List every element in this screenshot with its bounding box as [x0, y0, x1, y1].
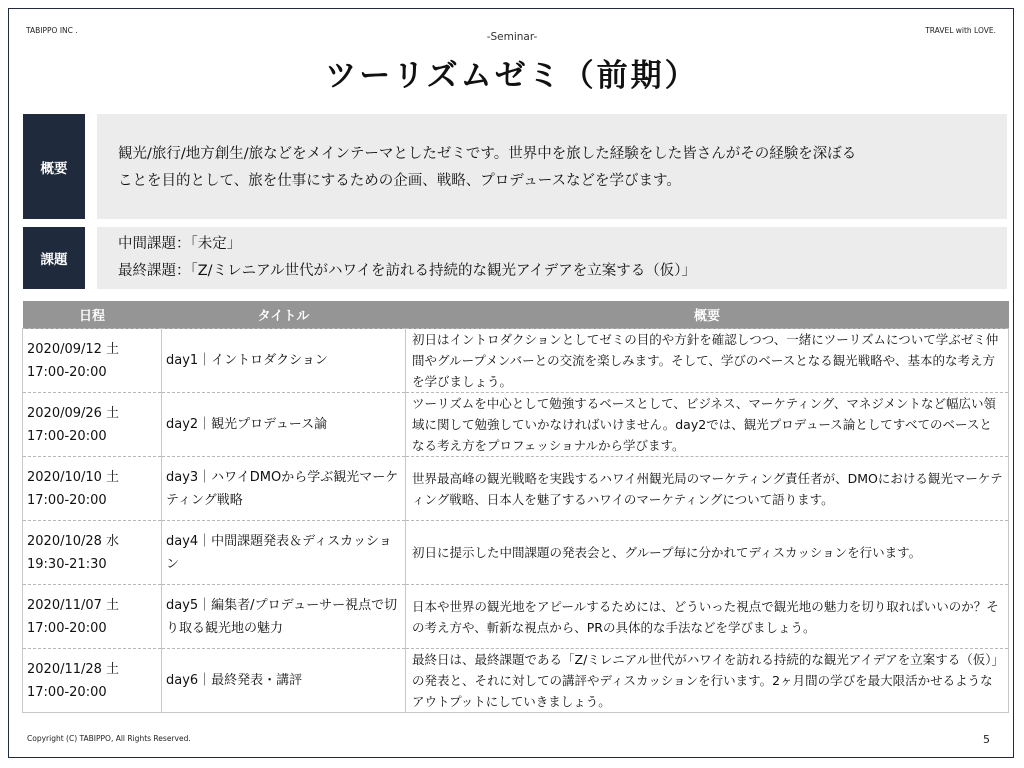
- time: 17:00-20:00: [27, 492, 107, 508]
- session-title: day3｜ハワイDMOから学ぶ観光マーケティング戦略: [162, 457, 406, 521]
- date-cell: [23, 393, 162, 457]
- session-title: day1｜イントロダクション: [162, 329, 406, 393]
- tagline: TRAVEL with LOVE.: [925, 26, 996, 35]
- date: 2020/10/10 土: [27, 469, 120, 485]
- page-number: 5: [983, 733, 990, 746]
- session-title: day2｜観光プロデュース論: [162, 393, 406, 457]
- assignment-line: 中間課題：「未定」: [118, 236, 242, 252]
- table-row: [23, 457, 1009, 521]
- table-row: [23, 393, 1009, 457]
- overview-panel: [97, 114, 1007, 219]
- schedule-table: [22, 301, 1009, 713]
- time: 17:00-20:00: [27, 620, 107, 636]
- session-summary: 最終日は、最終課題である「Z/ミレニアル世代がハワイを訪れる持続的な観光アイデアを立案する（仮）」の発表と、それに対しての講評やディスカッションを行います。2ヶ月間の学びを最大限活かせるようなアウトプットにしていきましょう。: [406, 649, 1009, 713]
- date-cell: [23, 457, 162, 521]
- date: 2020/09/26 土: [27, 405, 120, 421]
- table-header-row: [23, 301, 1009, 329]
- time: 17:00-20:00: [27, 364, 107, 380]
- overview-label: 概要: [23, 114, 85, 219]
- date-cell: [23, 649, 162, 713]
- time: 17:00-20:00: [27, 684, 107, 700]
- date: 2020/11/28 土: [27, 661, 120, 677]
- overview-line: 観光/旅行/地方創生/旅などをメインテーマとしたゼミです。世界中を旅した経験をした皆さんがその経験を深ぼる: [118, 146, 857, 162]
- assignment-line: 最終課題：「Z/ミレニアル世代がハワイを訪れる持続的な観光アイデアを立案する（仮）」: [118, 263, 696, 279]
- time: 17:00-20:00: [27, 428, 107, 444]
- page-title: ツーリズムゼミ（前期）: [325, 58, 699, 94]
- session-title: day4｜中間課題発表＆ディスカッション: [162, 521, 406, 585]
- session-summary: ツーリズムを中心として勉強するベースとして、ビジネス、マーケティング、マネジメントなど幅広い領域に関して勉強していかなければいけません。day2では、観光プロデュース論としてすべてのベースとなる考え方をプロフェッショナルから学びます。: [406, 393, 1009, 457]
- category-label: -Seminar-: [486, 31, 538, 43]
- company-name: TABIPPO INC .: [26, 26, 78, 35]
- session-title: day6｜最終発表・講評: [162, 649, 406, 713]
- table-row: [23, 329, 1009, 393]
- time: 19:30-21:30: [27, 556, 107, 572]
- date: 2020/11/07 土: [27, 597, 120, 613]
- assignment-panel: [97, 227, 1007, 289]
- overview-line: ことを目的として、旅を仕事にするための企画、戦略、プロデュースなどを学びます。: [118, 173, 681, 189]
- copyright: Copyright (C) TABIPPO, All Rights Reserved.: [27, 734, 191, 743]
- header-date: 日程: [23, 301, 162, 329]
- assignment-label: 課題: [23, 227, 85, 289]
- date: 2020/10/28 水: [27, 533, 120, 549]
- table-row: [23, 521, 1009, 585]
- session-summary: 日本や世界の観光地をアピールするためには、どういった視点で観光地の魅力を切り取ればいいのか？その考え方や、斬新な視点から、PRの具体的な手法などを学びましょう。: [406, 585, 1009, 649]
- header-summary: 概要: [406, 301, 1009, 329]
- date-cell: [23, 521, 162, 585]
- date-cell: [23, 329, 162, 393]
- table-row: [23, 585, 1009, 649]
- session-summary: 世界最高峰の観光戦略を実践するハワイ州観光局のマーケティング責任者が、DMOにおける観光マーケティング戦略、日本人を魅了するハワイのマーケティングについて語ります。: [406, 457, 1009, 521]
- session-summary: 初日はイントロダクションとしてゼミの目的や方針を確認しつつ、一緒にツーリズムについて学ぶゼミ仲間やグループメンバーとの交流を楽しみます。そして、学びのベースとなる観光戦略や、基本的な考え方を学びましょう。: [406, 329, 1009, 393]
- date: 2020/09/12 土: [27, 341, 120, 357]
- table-row: [23, 649, 1009, 713]
- session-summary: 初日に提示した中間課題の発表会と、グループ毎に分かれてディスカッションを行います。: [406, 521, 1009, 585]
- session-title: day5｜編集者/プロデューサー視点で切り取る観光地の魅力: [162, 585, 406, 649]
- date-cell: [23, 585, 162, 649]
- header-title: タイトル: [162, 301, 406, 329]
